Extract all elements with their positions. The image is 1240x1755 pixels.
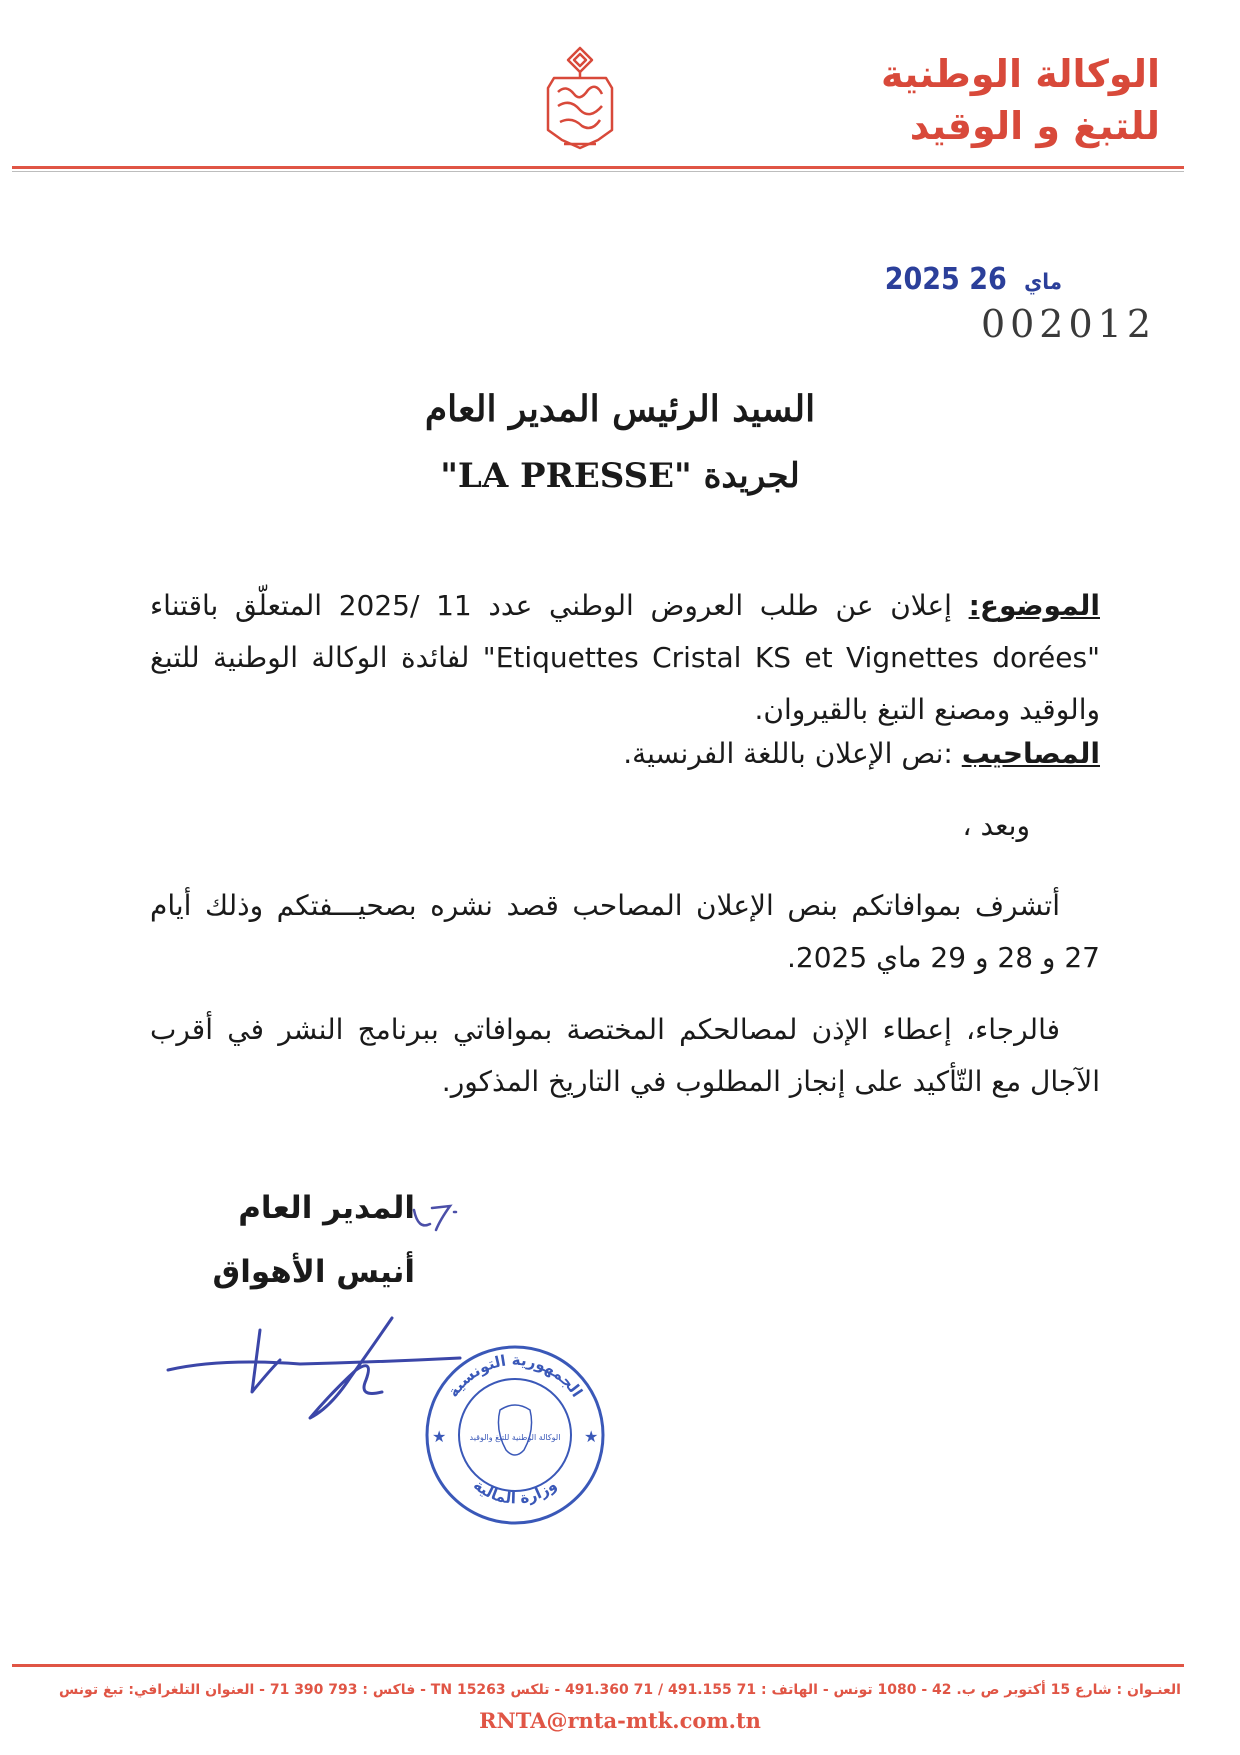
seal-star-icon: ★ (584, 1427, 599, 1446)
header-divider-thin (12, 171, 1184, 172)
seal-star-icon: ★ (432, 1427, 447, 1446)
svg-text:وزارة المالية (470, 1476, 560, 1508)
paragraph-publication-request: أتشرف بموافاتكم بنص الإعلان المصاحب قصد نشره بصحيـــفتكم وذلك أيام 27 و 28 و 29 ماي 2025. (150, 889, 1100, 974)
stamp-year: 2025 (884, 262, 960, 297)
date-stamp (885, 262, 1070, 297)
organization-name-line1: الوكالة الوطنية (880, 52, 1160, 96)
header-divider (12, 166, 1184, 169)
seal-outer-text: الجمهورية التونسية (443, 1350, 587, 1401)
seal-emblem-icon (498, 1405, 531, 1455)
attachment-text: :نص الإعلان باللغة الفرنسية. (623, 737, 962, 770)
organization-name-line2: للتبغ و الوقيد (909, 104, 1160, 148)
signatory-title: المدير العام (238, 1190, 415, 1226)
official-seal (420, 1340, 610, 1530)
logo-emblem-icon (540, 44, 620, 154)
footer-address: العنـوان : شارع 15 أكتوبر ص ب. 42 - 1080 تونس - الهاتف : 71 491.155 / 71 491.360 - تلكس 15263 TN - فاكس : 793 390 71 - العنوان التلغرافي: تبغ تونس (59, 1682, 1181, 1698)
seal-bottom-text: وزارة المالية (469, 1475, 561, 1508)
footer-email: RNTA@rnta-mtk.com.tn (479, 1708, 761, 1733)
subject-text: إعلان عن طلب العروض الوطني عدد 11 /2025 المتعلّق باقتناء "Etiquettes Cristal KS et Vignettes dorées" لفائدة الوكالة الوطنية للتبغ والوقيد ومصنع التبغ بالقيروان. (150, 589, 1100, 726)
stamp-month: ماي (1024, 270, 1062, 295)
seal-inner-text: الوكالة الوطنية للتبغ والوقيد (469, 1433, 561, 1442)
attachment-block (150, 728, 1100, 780)
subject-block (150, 580, 1100, 736)
svg-text:الجمهورية التونسية (444, 1351, 586, 1400)
signatory-name: أنيس الأهواق (212, 1254, 415, 1290)
initials-scribble-icon (410, 1200, 470, 1236)
addressee-title: السيد الرئيس المدير العام (424, 388, 816, 430)
footer-divider (12, 1664, 1184, 1667)
subject-label: الموضوع: (968, 589, 1100, 622)
addressee-newspaper: لجريدة "LA PRESSE" (440, 456, 800, 496)
organization-name (800, 48, 1160, 152)
reference-number: 002012 (980, 302, 1156, 346)
organization-logo (540, 44, 620, 154)
paragraph-confirmation-request: فالرجاء، إعطاء الإذن لمصالحكم المختصة بموافاتي ببرنامج النشر في أقرب الآجال مع التّأكيد على إنجاز المطلوب في التاريخ المذكور. (150, 1013, 1100, 1098)
stamp-day: 26 (969, 262, 1007, 297)
attachment-label: المصاحيب (961, 737, 1100, 770)
greeting: وبعد ، (962, 809, 1030, 842)
